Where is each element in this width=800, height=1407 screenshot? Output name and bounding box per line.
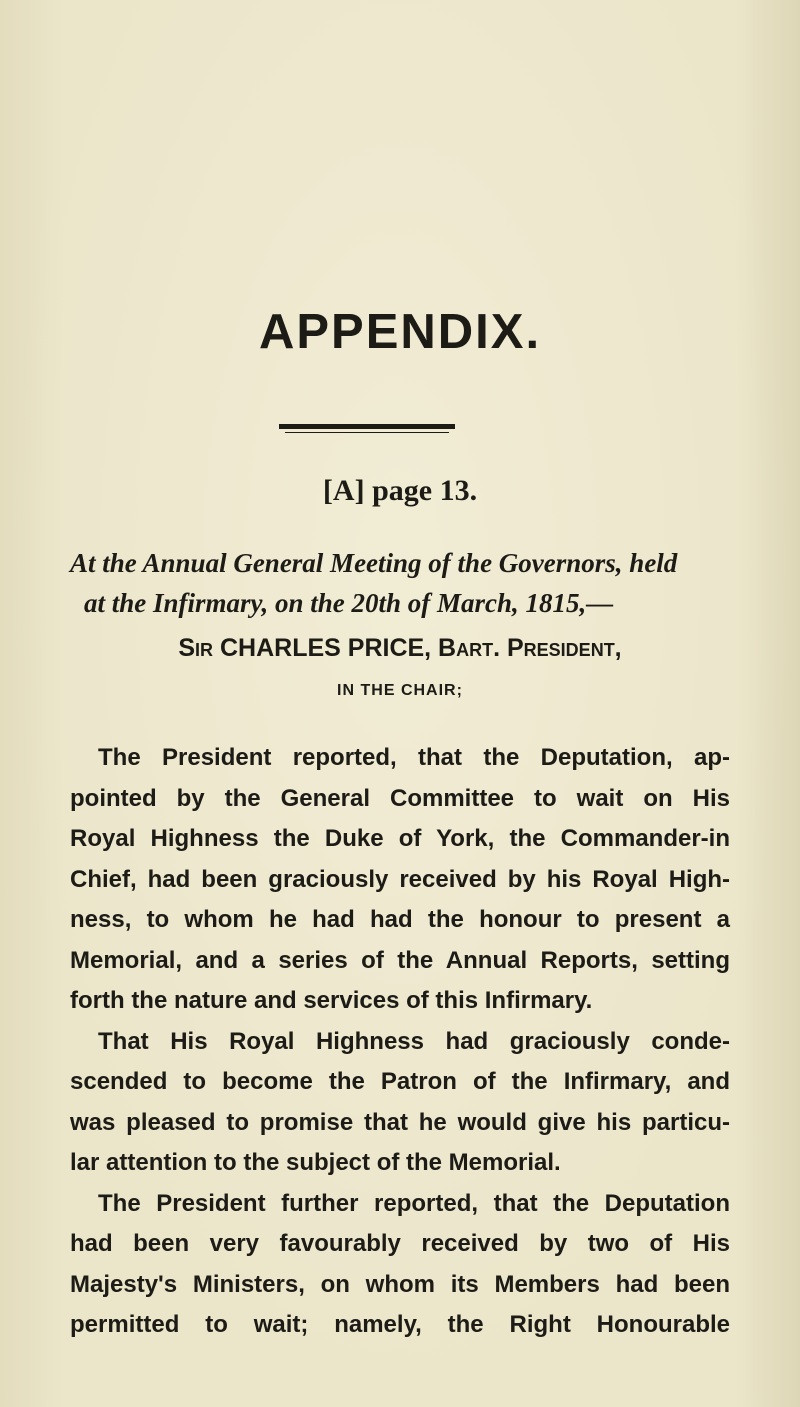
body-line: had been very favourably received by two of His xyxy=(70,1230,730,1257)
body-line: Royal Highness the Duke of York, the Commander-in xyxy=(70,825,730,852)
body-line: Chief, had been graciously received by his Royal High- xyxy=(70,865,730,893)
chair-line: Sir CHARLES PRICE, Bart. President, xyxy=(178,634,622,662)
heading-rule-thin xyxy=(285,432,449,433)
body-line: permitted to wait; namely, the Right Honourable xyxy=(70,1311,730,1338)
appendix-heading: APPENDIX. xyxy=(258,305,542,359)
body-line: That His Royal Highness had graciously conde- xyxy=(98,1027,730,1055)
body-line: was pleased to promise that he would give his particu- xyxy=(70,1108,730,1136)
body-line: scended to become the Patron of the Infirmary, and xyxy=(70,1068,730,1095)
intro-line: At the Annual General Meeting of the Governors, held xyxy=(70,548,678,578)
body-line: The President reported, that the Deputation, ap- xyxy=(98,744,730,771)
intro-line: at the Infirmary, on the 20th of March, 1815,— xyxy=(84,588,614,618)
body-line: Majesty's Ministers, on whom its Members had been xyxy=(70,1270,730,1298)
heading-rule-thick xyxy=(279,424,455,429)
body-text xyxy=(70,738,730,1346)
body-line: lar attention to the subject of the Memorial. xyxy=(70,1149,561,1176)
body-line: ness, to whom he had had the honour to present a xyxy=(70,906,730,933)
body-line: Memorial, and a series of the Annual Reports, setting xyxy=(70,946,730,974)
body-line: The President further reported, that the Deputation xyxy=(98,1189,730,1217)
chair-line-2: IN THE CHAIR; xyxy=(337,682,463,699)
body-line: pointed by the General Committee to wait on His xyxy=(70,784,730,812)
page-reference: [A] page 13. xyxy=(322,474,478,507)
body-line: forth the nature and services of this Infirmary. xyxy=(70,987,593,1014)
meeting-intro xyxy=(70,543,730,623)
